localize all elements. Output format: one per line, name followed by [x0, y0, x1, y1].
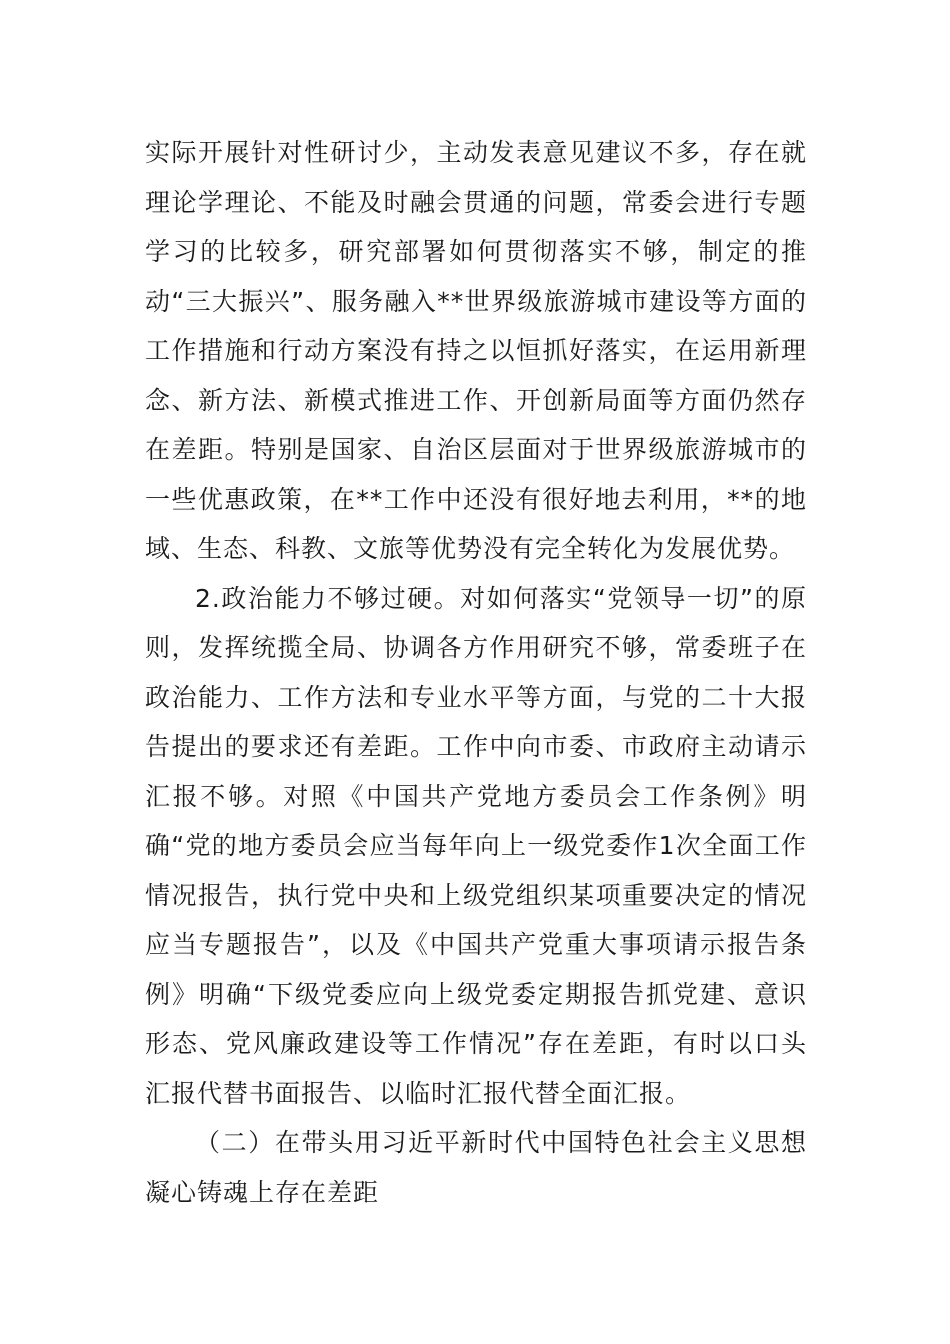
document-body — [145, 128, 807, 1217]
section-heading: （二）在带头用习近平新时代中国特色社会主义思想凝心铸魂上存在差距 — [145, 1128, 807, 1207]
paragraph-political-ability: 2.政治能力不够过硬。对如何落实“党领导一切”的原则，发挥统揽全局、协调各方作用研究不够，常委班子在政治能力、工作方法和专业水平等方面，与党的二十大报告提出的要求还有差距。工作中向市委、市政府主动请示汇报不够。对照《中国共产党地方委员会工作条例》明确“党的地方委员会应当每年向上一级党委作1次全面工作情况报告，执行党中央和上级党组织某项重要决定的情况应当专题报告”，以及《中国共产党重大事项请示报告条例》明确“下级党委应向上级党委定期报告抓党建、意识形态、党风廉政建设等工作情况”存在差距，有时以口头汇报代替书面报告、以临时汇报代替全面汇报。 — [145, 583, 807, 1108]
paragraph-continuation: 实际开展针对性研讨少，主动发表意见建议不多，存在就理论学理论、不能及时融会贯通的问题，常委会进行专题学习的比较多，研究部署如何贯彻落实不够，制定的推动“三大振兴”、服务融入**世界级旅游城市建设等方面的工作措施和行动方案没有持之以恒抓好落实，在运用新理念、新方法、新模式推进工作、开创新局面等方面仍然存在差距。特别是国家、自治区层面对于世界级旅游城市的一些优惠政策，在**工作中还没有很好地去利用，**的地域、生态、科教、文旅等优势没有完全转化为发展优势。 — [145, 138, 807, 563]
